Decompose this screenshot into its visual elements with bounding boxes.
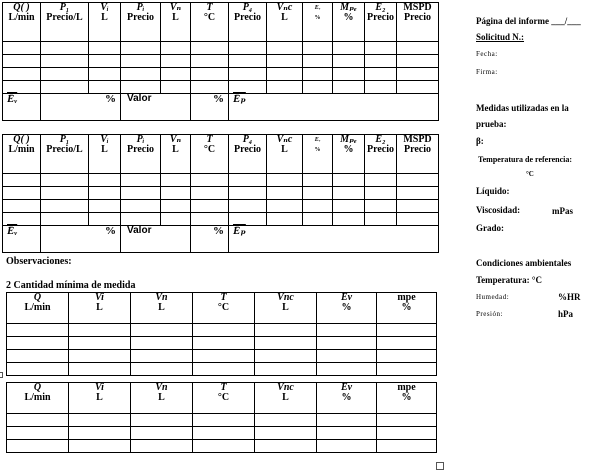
table-row: [3, 55, 439, 68]
header-cell: Eᵥ %: [303, 135, 333, 174]
table-row: [3, 213, 439, 226]
table-row: [3, 81, 439, 94]
header-cell: Q( ) L/min: [3, 3, 41, 42]
signature-label: Firma:: [476, 68, 498, 76]
header-cell: Vₙc L: [267, 135, 303, 174]
ev-percent-unit: %: [41, 226, 121, 253]
header-cell: Q L/min: [7, 383, 69, 414]
header-cell: T °C: [191, 135, 229, 174]
grade-label: Grado:: [476, 223, 504, 233]
header-cell: Vₙ L: [161, 3, 191, 42]
liquid-label: Líquido:: [476, 186, 510, 196]
date-label: Fecha:: [476, 50, 498, 58]
table-row: [3, 200, 439, 213]
observations-label: Observaciones:: [6, 256, 72, 267]
header-cell: Pᵢ Precio: [121, 3, 161, 42]
header-cell: P₄ Precio: [229, 135, 267, 174]
report-info-panel: [474, 0, 601, 473]
header-cell: P₄ Precio: [229, 3, 267, 42]
header-cell: Vn L: [131, 293, 193, 324]
header-cell: E₂ Precio: [365, 3, 397, 42]
page-report-label: Página del informe ___/___: [476, 16, 581, 26]
header-row: [7, 383, 437, 414]
table-row: [3, 42, 439, 55]
header-cell: Vₙ L: [161, 135, 191, 174]
header-cell: Vi L: [69, 293, 131, 324]
ep-mean-label: $\overline{Ē_p}$: [229, 94, 439, 121]
header-cell: mpe %: [377, 383, 437, 414]
table-row: [3, 174, 439, 187]
valor-percent-unit: %: [191, 226, 229, 253]
measurement-table-2: [2, 134, 439, 253]
table-row: [3, 68, 439, 81]
measurement-table-1: [2, 2, 439, 121]
header-cell: Vᵢ L: [89, 3, 121, 42]
header-cell: Ev %: [317, 293, 377, 324]
header-cell: T °C: [193, 293, 255, 324]
header-cell: Ev %: [317, 383, 377, 414]
viscosity-label: Viscosidad:: [476, 205, 521, 215]
resize-handle: [436, 462, 444, 470]
table-row: [7, 324, 437, 337]
header-cell: MSPD Precio: [397, 135, 439, 174]
summary-row: [3, 94, 439, 121]
viscosity-unit: mPas: [552, 206, 573, 216]
header-cell: T °C: [191, 3, 229, 42]
header-cell: Vnc L: [255, 383, 317, 414]
min-quantity-table-1: [6, 292, 437, 376]
ev-mean-label: $\overline{Ēᵥ}$: [3, 94, 41, 121]
header-cell: Eᵥ %: [303, 3, 333, 42]
header-cell: Vnc L: [255, 293, 317, 324]
header-cell: mpe %: [377, 293, 437, 324]
valor-label: Valor: [121, 226, 191, 253]
table-row: [7, 363, 437, 376]
header-cell: T °C: [193, 383, 255, 414]
header-cell: Mₚₑ %: [333, 135, 365, 174]
header-cell: Mₚₑ %: [333, 3, 365, 42]
ep-mean-label: $\overline{Ē_p}$: [229, 226, 439, 253]
header-cell: Pᵢ Precio: [121, 135, 161, 174]
header-cell: P₁ Precio/L: [41, 135, 89, 174]
measures-title: Medidas utilizadas en la prueba:: [476, 103, 569, 129]
beta-label: β:: [476, 136, 484, 146]
humidity-unit: %HR: [558, 292, 581, 302]
header-cell: E₂ Precio: [365, 135, 397, 174]
summary-row: [3, 226, 439, 253]
header-row: [3, 3, 439, 42]
reference-temperature-unit: °C: [526, 170, 534, 178]
pressure-unit: hPa: [558, 309, 574, 319]
min-quantity-table-2: [6, 382, 437, 453]
header-cell: Vₙc L: [267, 3, 303, 42]
humidity-label: Humedad:: [476, 293, 510, 301]
reference-temperature-label: Temperatura de referencia:: [478, 155, 573, 164]
table-row: [7, 440, 437, 453]
header-cell: MSPD Precio: [397, 3, 439, 42]
header-cell: Vi L: [69, 383, 131, 414]
section-2-title: 2 Cantidad mínima de medida: [6, 280, 136, 291]
header-row: [3, 135, 439, 174]
valor-percent-unit: %: [191, 94, 229, 121]
header-cell: Q( ) L/min: [3, 135, 41, 174]
table-row: [7, 350, 437, 363]
table-row: [7, 427, 437, 440]
header-cell: Vn L: [131, 383, 193, 414]
ev-percent-unit: %: [41, 94, 121, 121]
table-row: [7, 337, 437, 350]
table-row: [3, 187, 439, 200]
anchor-marker: [0, 372, 3, 378]
valor-label: Valor: [121, 94, 191, 121]
ev-mean-label: $\overline{Ēᵥ}$: [3, 226, 41, 253]
request-number-label: Solicitud N.:: [476, 32, 525, 42]
header-cell: Vᵢ L: [89, 135, 121, 174]
header-cell: Q L/min: [7, 293, 69, 324]
pressure-label: Presión:: [476, 310, 503, 318]
temperature-label: Temperatura: °C: [476, 275, 543, 285]
header-cell: P₁ Precio/L: [41, 3, 89, 42]
environment-title: Condiciones ambientales: [476, 258, 572, 268]
table-row: [7, 414, 437, 427]
header-row: [7, 293, 437, 324]
